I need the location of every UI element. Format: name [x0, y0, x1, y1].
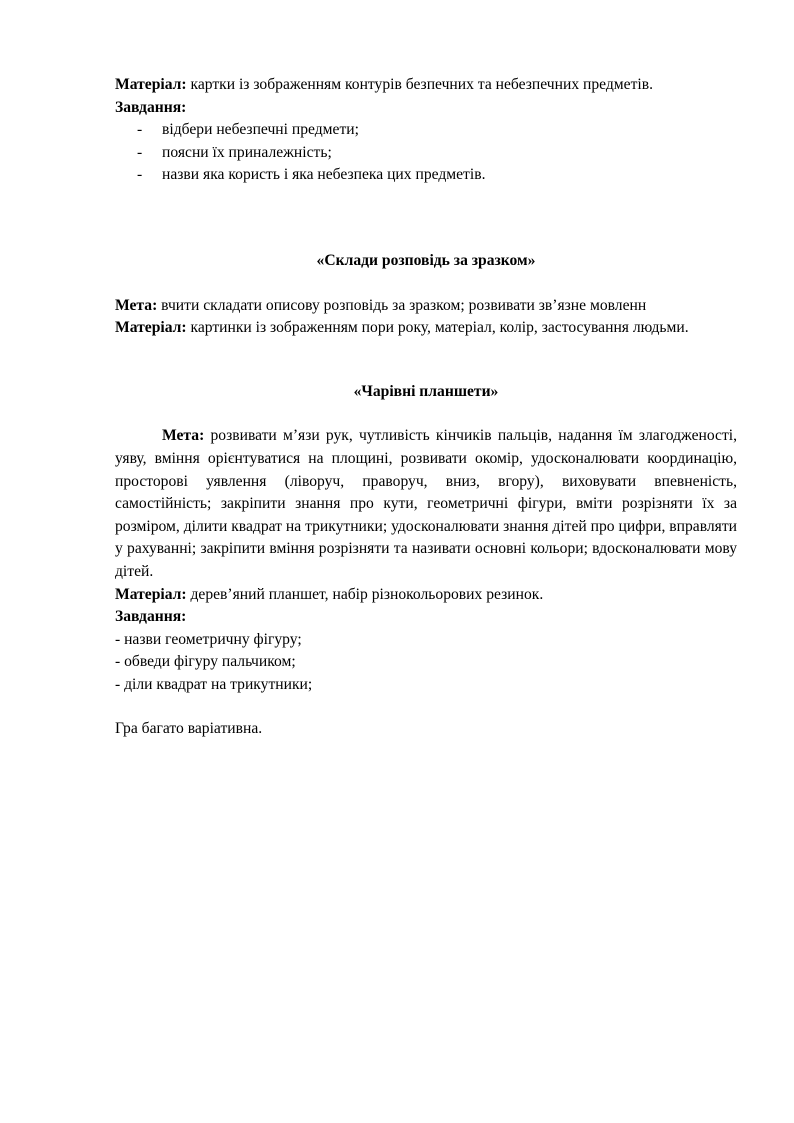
game-title-tablets: «Чарівні планшети» — [353, 382, 499, 400]
document-page — [115, 74, 737, 741]
material-label: Матеріал: — [115, 76, 187, 93]
material-text: картки із зображенням контурів безпечних та небезпечних предметів. — [186, 76, 654, 93]
material-paragraph-tablets — [115, 584, 737, 607]
material-paragraph-story — [115, 317, 737, 340]
list-item: - поясни їх приналежність; — [115, 142, 737, 165]
list-item: - назви яка користь і яка небезпека цих предметів. — [115, 164, 737, 187]
goal-text: вчити складати описову розповідь за зразком; розвивати зв’язне мовленн — [157, 296, 647, 314]
list-item: - відбери небезпечні предмети; — [115, 119, 737, 142]
tasks-label: Завдання: — [115, 98, 187, 116]
material-label: Матеріал: — [115, 585, 187, 603]
goal-paragraph-tablets — [115, 425, 737, 583]
game-title-story: «Склади розповідь за зразком» — [316, 251, 536, 269]
list-item: - діли квадрат на трикутники; — [115, 675, 313, 693]
goal-label: Мета: — [115, 296, 158, 314]
material-label: Матеріал: — [115, 319, 187, 337]
variation-note: Гра багато варіативна. — [115, 720, 263, 738]
material-text: картинки із зображенням пори року, матеріал, колір, застосування людьми. — [186, 319, 689, 337]
list-item: - назви геометричну фігуру; — [115, 630, 302, 648]
goal-label: Мета: — [162, 427, 205, 445]
material-paragraph-1 — [115, 74, 737, 97]
goal-text: розвивати м’язи рук, чутливість кінчиків пальців, надання їм злагодженості, уяву, вміння орієнтуватися на площині, розвивати окомір, удосконалювати координацію, просторові уявлення (ліворуч, праворуч, вниз, вгору), виховувати впевненість, самостійність; закріпити знання про кути, геометричні фігури, вміти розрізняти їх за розміром, ділити квадрат на трикутники; удосконалювати знання дітей про цифри, вправляти у рахуванні; закріпити вміння розрізняти та називати основні кольори; вдосконалювати мову дітей. — [115, 427, 737, 580]
goal-paragraph-story — [115, 295, 737, 318]
list-item: - обведи фігуру пальчиком; — [115, 653, 296, 671]
material-text: дерев’яний планшет, набір різнокольорових резинок. — [186, 585, 544, 603]
task-list-1 — [115, 119, 737, 187]
tasks-label: Завдання: — [115, 608, 187, 626]
